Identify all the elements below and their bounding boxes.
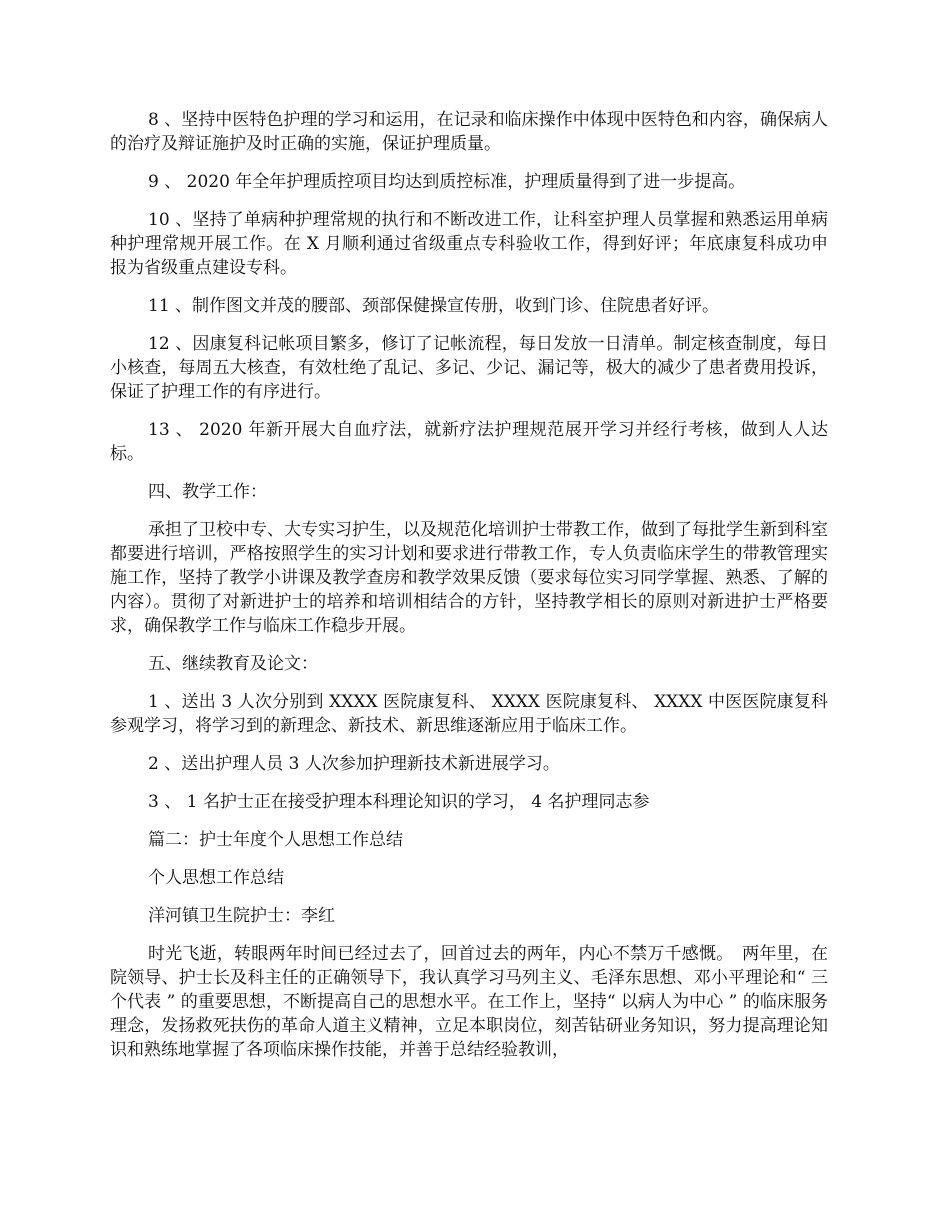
paragraph-education-2: 2 、送出护理人员 3 人次参加护理新技术新进展学习。 (148, 754, 560, 774)
paragraph-item-9: 9 、 2020 年全年护理质控项目均达到质控标准，护理质量得到了进一步提高。 (148, 172, 746, 192)
paragraph-education-3: 3 、 1 名护士正在接受护理本科理论知识的学习， 4 名护理同志参 (148, 792, 650, 812)
paragraph-item-13: 13 、 2020 年新开展大自血疗法，就新疗法护理规范展开学习并经行考核，做到人人达标。 (110, 420, 828, 464)
paragraph-item-12: 12 、因康复科记帐项目繁多，修订了记帐流程，每日发放一日清单。制定核查制度，每日小核查，每周五大核查，有效杜绝了乱记、多记、少记、漏记等，极大的减少了患者费用投诉，保证了护理工作的有序进行。 (110, 334, 828, 402)
author-line: 洋河镇卫生院护士：李红 (148, 906, 335, 926)
paragraph-education-1: 1 、送出 3 人次分别到 XXXX 医院康复科、 XXXX 医院康复科、 XXXX 中医医院康复科参观学习，将学习到的新理念、新技术、新思维逐渐应用于临床工作。 (110, 692, 828, 736)
paragraph-summary-body: 时光飞逝，转眼两年时间已经过去了，回首过去的两年，内心不禁万千感慨。 两年里，在院领导、护士长及科主任的正确领导下，我认真学习马列主义、毛泽东思想、邓小平理论和“ 三个代表 ” 的重要思想，不断提高自己的思想水平。在工作上，坚持“ 以病人为中心 ” 的临床服务理念，发扬救死扶伤的革命人道主义精神，立足本职岗位，刻苦钻研业务知识，努力提高理论知识和熟练地掌握了各项临床操作技能，并善于总结经验教训， (110, 944, 828, 1060)
document-page (110, 108, 828, 1076)
paragraph-item-10: 10 、坚持了单病种护理常规的执行和不断改进工作，让科室护理人员掌握和熟悉运用单病种护理常规开展工作。在 X 月顺利通过省级重点专科验收工作，得到好评；年底康复科成功申报为省级重点建设专科。 (110, 210, 828, 278)
summary-title: 个人思想工作总结 (148, 868, 284, 888)
section-heading-education: 五、继续教育及论文： (148, 654, 318, 674)
paragraph-teaching-body: 承担了卫校中专、大专实习护生，以及规范化培训护士带教工作，做到了每批学生新到科室都要进行培训，严格按照学生的实习计划和要求进行带教工作，专人负责临床学生的带教管理实施工作，坚持了教学小讲课及教学查房和教学效果反馈（要求每位实习同学掌握、熟悉、了解的内容）。贯彻了对新进护士的培养和培训相结合的方针，坚持教学相长的原则对新进护士严格要求，确保教学工作与临床工作稳步开展。 (110, 520, 828, 636)
paragraph-item-8: 8 、坚持中医特色护理的学习和运用，在记录和临床操作中体现中医特色和内容，确保病人的治疗及辩证施护及时正确的实施，保证护理质量。 (110, 110, 828, 154)
chapter-title: 篇二：护士年度个人思想工作总结 (148, 830, 403, 850)
section-heading-teaching: 四、教学工作： (148, 482, 267, 502)
paragraph-item-11: 11 、制作图文并茂的腰部、颈部保健操宣传册，收到门诊、住院患者好评。 (148, 296, 720, 316)
